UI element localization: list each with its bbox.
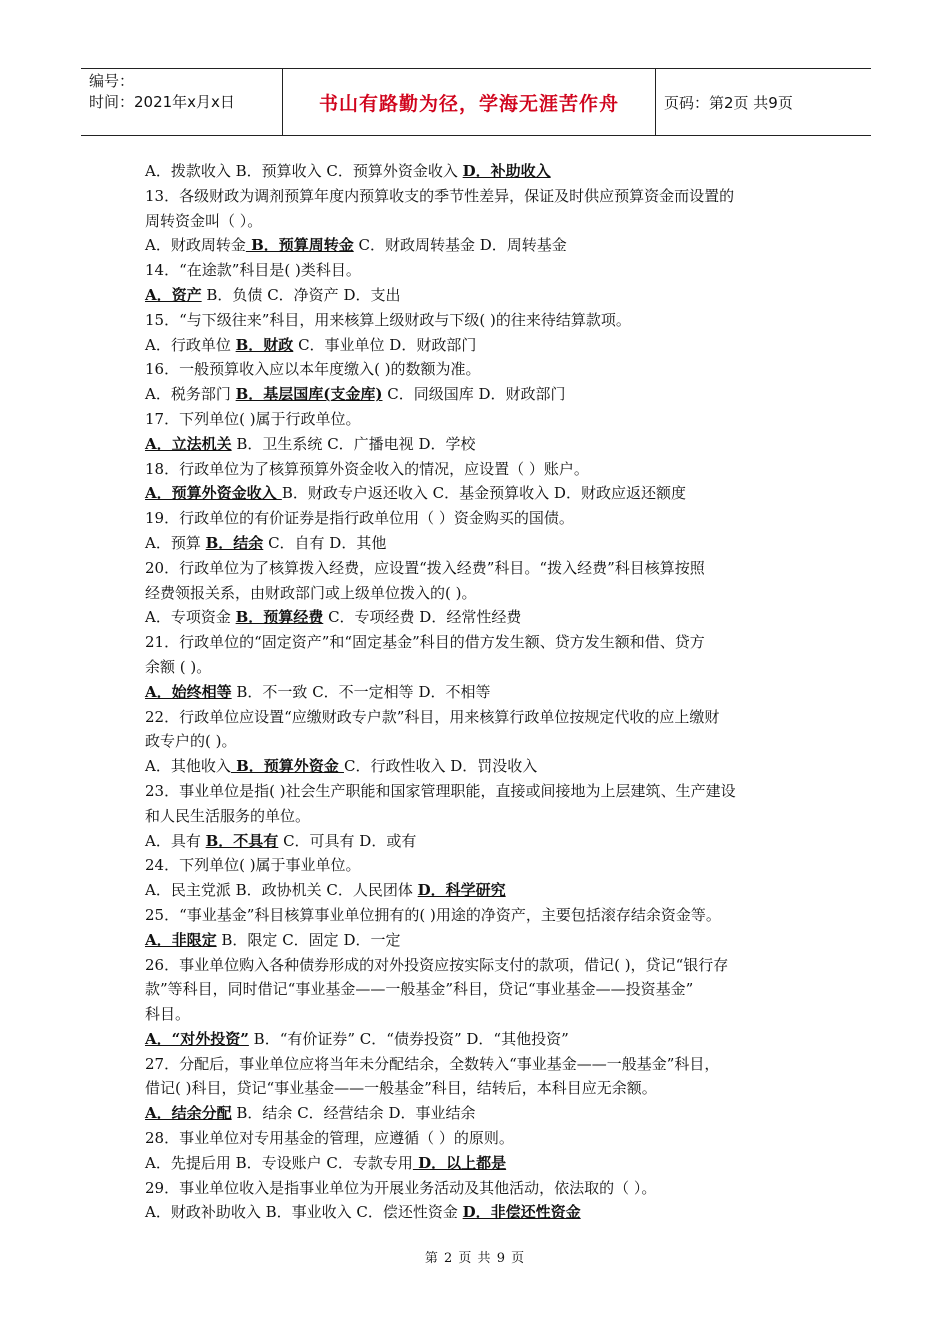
header-page-info-cell bbox=[656, 69, 871, 135]
line-text: B．“有价证券” C．“债券投资” D．“其他投资” bbox=[248, 1029, 569, 1048]
text-line bbox=[145, 829, 815, 854]
text-line bbox=[145, 928, 815, 953]
text-line bbox=[145, 680, 815, 705]
text-line bbox=[145, 1126, 815, 1151]
text-line bbox=[145, 655, 815, 680]
line-text: 借记( )科目，贷记“事业基金——一般基金”科目，结转后，本科目应无余额。 bbox=[145, 1079, 657, 1098]
text-line bbox=[145, 159, 815, 184]
text-line bbox=[145, 1052, 815, 1077]
page-header bbox=[81, 68, 871, 136]
line-text: B．卫生系统 C．广播电视 D．学校 bbox=[231, 434, 476, 453]
line-text: C．可具有 D．或有 bbox=[278, 831, 417, 850]
text-line bbox=[145, 779, 815, 804]
line-text: 周转资金叫（ ）。 bbox=[145, 211, 263, 230]
answer-text: B．基层国库(支金库) bbox=[235, 385, 383, 404]
answer-text: A．“对外投资” bbox=[145, 1029, 249, 1048]
text-line bbox=[145, 754, 815, 779]
answer-text: D．科学研究 bbox=[417, 881, 506, 900]
text-line bbox=[145, 432, 815, 457]
line-text: 24．下列单位( )属于事业单位。 bbox=[145, 856, 361, 875]
header-page-info: 页码：第2页 共9页 bbox=[664, 93, 793, 112]
line-text: 和人民生活服务的单位。 bbox=[145, 806, 311, 825]
document-date: 时间：2021年x月x日 bbox=[89, 93, 235, 111]
page-footer: 第 2 页 共 9 页 bbox=[424, 1251, 526, 1266]
line-text: A．财政周转金 bbox=[145, 236, 246, 255]
line-text: C．自有 D．其他 bbox=[263, 533, 387, 552]
line-text: C．同级国库 D．财政部门 bbox=[382, 385, 566, 404]
text-line bbox=[145, 977, 815, 1002]
line-text: C．专项经费 D．经常性经费 bbox=[323, 608, 522, 627]
line-text: A．其他收入 bbox=[145, 757, 231, 776]
line-text: 15．“与下级往来”科目，用来核算上级财政与下级( )的往来待结算款项。 bbox=[145, 310, 631, 329]
answer-text: B．财政 bbox=[235, 335, 294, 354]
line-text: A．行政单位 bbox=[145, 335, 236, 354]
text-line bbox=[145, 605, 815, 630]
line-text: 27．分配后，事业单位应将当年未分配结余，全数转入“事业基金——一般基金”科目， bbox=[145, 1054, 720, 1073]
text-line bbox=[145, 878, 815, 903]
answer-text: B．结余 bbox=[205, 533, 264, 552]
line-text: A．拨款收入 B．预算收入 C．预算外资金收入 bbox=[145, 162, 463, 180]
line-text: C．行政性收入 D．罚没收入 bbox=[343, 757, 538, 776]
line-text: 经费领报关系，由财政部门或上级单位拨入的( )。 bbox=[145, 583, 477, 602]
line-text: 14．“在途款”科目是( )类科目。 bbox=[145, 261, 361, 280]
line-text: C．财政周转基金 D．周转基金 bbox=[353, 236, 567, 255]
line-text: 28．事业单位对专用基金的管理，应遵循（ ）的原则。 bbox=[145, 1129, 514, 1148]
answer-text: A．预算外资金收入 bbox=[145, 484, 282, 503]
answer-text: A．立法机关 bbox=[145, 434, 232, 453]
text-line bbox=[145, 382, 815, 407]
line-text: 16．一般预算收入应以本年度缴入( )的数额为准。 bbox=[145, 360, 481, 379]
answer-text: B．预算外资金 bbox=[230, 757, 344, 776]
line-text: 25．“事业基金”科目核算事业单位拥有的( )用途的净资产，主要包括滚存结余资金等。 bbox=[145, 905, 721, 924]
text-line bbox=[145, 184, 815, 209]
text-line bbox=[145, 308, 815, 333]
line-text: 余额 ( )。 bbox=[145, 657, 212, 676]
answer-text: D．补助收入 bbox=[462, 162, 551, 180]
header-motto-cell bbox=[283, 69, 656, 135]
text-line bbox=[145, 953, 815, 978]
line-text: B．结余 C．经营结余 D．事业结余 bbox=[231, 1104, 476, 1123]
line-text: A．民主党派 B．政协机关 C．人民团体 bbox=[145, 881, 418, 900]
line-text: B．负债 C．净资产 D．支出 bbox=[201, 285, 401, 304]
line-text: C．事业单位 D．财政部门 bbox=[293, 335, 477, 354]
line-text: 26．事业单位购入各种债券形成的对外投资应按实际支付的款项，借记( )，贷记“银行存 bbox=[145, 955, 729, 974]
header-meta bbox=[81, 69, 283, 135]
line-text: 17．下列单位( )属于行政单位。 bbox=[145, 409, 361, 428]
question-list bbox=[145, 159, 815, 1225]
answer-text: B．预算经费 bbox=[235, 608, 324, 627]
line-text: 13．各级财政为调剂预算年度内预算收支的季节性差异，保证及时供应预算资金而设置的 bbox=[145, 186, 735, 205]
line-text: 18．行政单位为了核算预算外资金收入的情况，应设置（ ）账户。 bbox=[145, 459, 589, 478]
text-line bbox=[145, 407, 815, 432]
text-line bbox=[145, 1027, 815, 1052]
line-text: B．限定 C．固定 D．一定 bbox=[216, 930, 401, 949]
answer-text: A．资产 bbox=[145, 285, 202, 304]
text-line bbox=[145, 1101, 815, 1126]
text-line bbox=[145, 1151, 815, 1176]
line-text: A．预算 bbox=[145, 533, 206, 552]
text-line bbox=[145, 1200, 815, 1225]
text-line bbox=[145, 333, 815, 358]
text-line bbox=[145, 233, 815, 258]
document-number: 编号： bbox=[89, 72, 135, 90]
line-text: A．具有 bbox=[145, 831, 206, 850]
text-line bbox=[145, 556, 815, 581]
text-line bbox=[145, 729, 815, 754]
line-text: 科目。 bbox=[145, 1005, 191, 1024]
answer-text: A．非限定 bbox=[145, 930, 217, 949]
line-text: 22．行政单位应设置“应缴财政专户款”科目，用来核算行政单位按规定代收的应上缴财 bbox=[145, 707, 720, 726]
text-line bbox=[145, 283, 815, 308]
line-text: B．财政专户返还收入 C．基金预算收入 D．财政应返还额度 bbox=[281, 484, 686, 503]
line-text: A．先提后用 B．专设账户 C．专款专用 bbox=[145, 1153, 413, 1172]
line-text: 款”等科目，同时借记“事业基金——一般基金”科目，贷记“事业基金——投资基金” bbox=[145, 980, 694, 999]
text-line bbox=[145, 581, 815, 606]
line-text: 23．事业单位是指( )社会生产职能和国家管理职能，直接或间接地为上层建筑、生产建设 bbox=[145, 781, 736, 800]
text-line bbox=[145, 209, 815, 234]
text-line bbox=[145, 705, 815, 730]
text-line bbox=[145, 804, 815, 829]
line-text: 19．行政单位的有价证券是指行政单位用（ ）资金购买的国债。 bbox=[145, 509, 574, 528]
text-line bbox=[145, 457, 815, 482]
answer-text: D．非偿还性资金 bbox=[462, 1203, 581, 1222]
line-text: B．不一致 C．不一定相等 D．不相等 bbox=[231, 682, 491, 701]
text-line bbox=[145, 357, 815, 382]
line-text: A．专项资金 bbox=[145, 608, 236, 627]
text-line bbox=[145, 1002, 815, 1027]
line-text: 政专户的( )。 bbox=[145, 732, 237, 751]
text-line bbox=[145, 630, 815, 655]
line-text: A．税务部门 bbox=[145, 385, 236, 404]
line-text: A．财政补助收入 B．事业收入 C．偿还性资金 bbox=[145, 1203, 463, 1222]
text-line bbox=[145, 853, 815, 878]
answer-text: A．结余分配 bbox=[145, 1104, 232, 1123]
text-line bbox=[145, 1076, 815, 1101]
text-line bbox=[145, 258, 815, 283]
answer-text: B．不具有 bbox=[205, 831, 279, 850]
text-line bbox=[145, 531, 815, 556]
header-motto: 书山有路勤为径，学海无涯苦作舟 bbox=[318, 92, 619, 115]
text-line bbox=[145, 1176, 815, 1201]
answer-text: B．预算周转金 bbox=[245, 236, 354, 255]
answer-text: D．以上都是 bbox=[412, 1153, 507, 1172]
line-text: 20．行政单位为了核算拨入经费，应设置“拨入经费”科目。“拨入经费”科目核算按照 bbox=[145, 558, 705, 577]
text-line bbox=[145, 903, 815, 928]
text-line bbox=[145, 506, 815, 531]
line-text: 21．行政单位的“固定资产”和“固定基金”科目的借方发生额、贷方发生额和借、贷方 bbox=[145, 633, 705, 652]
answer-text: A．始终相等 bbox=[145, 682, 232, 701]
text-line bbox=[145, 481, 815, 506]
line-text: 29．事业单位收入是指事业单位为开展业务活动及其他活动，依法取的（ ）。 bbox=[145, 1178, 657, 1197]
